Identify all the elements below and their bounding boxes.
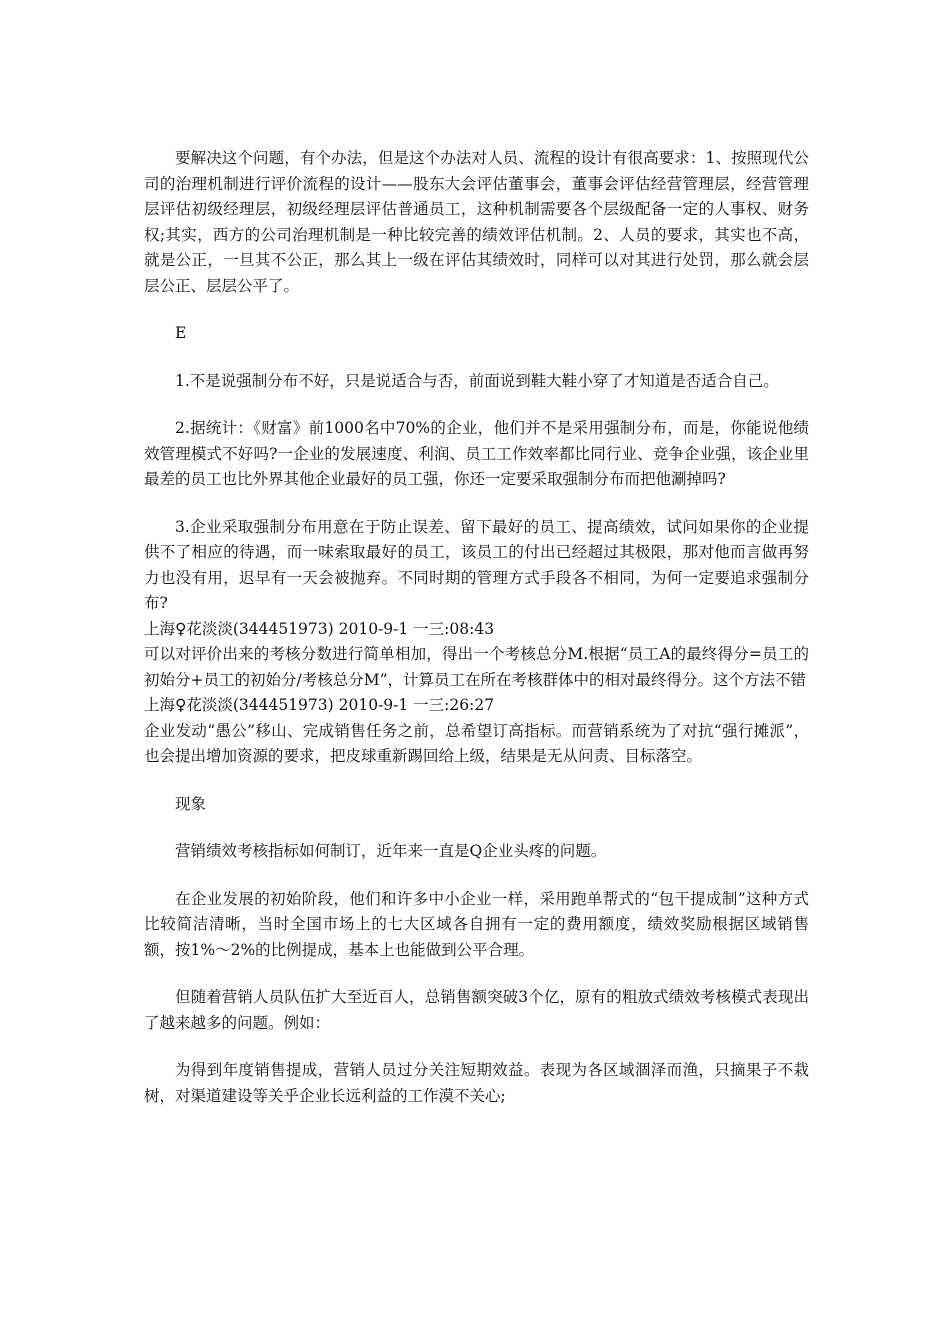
document-body <box>144 146 809 1109</box>
paragraph-problem-intro: 营销绩效考核指标如何制订，近年来一直是Q企业头疼的问题。 <box>175 842 607 860</box>
chat-author-line-1: 上海♀花淡淡(344451973) 2010-9-1 一三:08:43 <box>144 619 495 638</box>
chat-message-2: 企业发动“愚公”移山、完成销售任务之前，总希望订高指标。而营销系统为了对抗“强行摊派”，也会提出增加资源的要求，把皮球重新踢回给上级，结果是无从问责、目标落空。 <box>144 721 809 765</box>
paragraph-point-2: 2.据统计：《财富》前1000名中70%的企业，他们并不是采用强制分布，而是，你能说他绩效管理模式不好吗?一企业的发展速度、利润、员工工作效率都比同行业、竞争企业强，该企业里最差的员工也比外界其他企业最好的员工强，你还一定要采取强制分布而把他涮掉吗? <box>144 419 809 488</box>
paragraph-initial-stage: 在企业发展的初始阶段，他们和许多中小企业一样，采用跑单帮式的“包干提成制”这种方式比较简洁清晰，当时全国市场上的七大区域各自拥有一定的费用额度，绩效奖励根据区域销售额，按1%～2%的比例提成，基本上也能做到公平合理。 <box>144 889 809 959</box>
paragraph-short-term-focus: 为得到年度销售提成，营销人员过分关注短期效益。表现为各区域涸泽而渔，只摘果子不栽树，对渠道建设等关乎企业长远利益的工作漠不关心; <box>144 1061 809 1105</box>
paragraph-point-3: 3.企业采取强制分布用意在于防止误差、留下最好的员工、提高绩效，试问如果你的企业提供不了相应的待遇，而一味索取最好的员工，该员工的付出已经超过其极限，那对他而言做再努力也没有用，迟早有一天会被抛弃。不同时期的管理方式手段各不相同，为何一定要追求强制分布? <box>144 517 809 612</box>
paragraph-growth-issues: 但随着营销人员队伍扩大至近百人，总销售额突破3个亿，原有的粗放式绩效考核模式表现出了越来越多的问题。例如： <box>144 988 809 1032</box>
chat-message-1: 可以对评价出来的考核分数进行简单相加，得出一个考核总分M.根据“员工A的最终得分=员工的初始分+员工的初始分/考核总分M”，计算员工在所在考核群体中的相对最终得分。这个方法不错 <box>144 645 809 689</box>
section-heading-phenomenon: 现象 <box>175 794 207 813</box>
paragraph-point-1: 1.不是说强制分布不好，只是说适合与否，前面说到鞋大鞋小穿了才知道是否适合自己。 <box>175 371 779 390</box>
section-label-e: E <box>175 324 187 342</box>
chat-author-line-2: 上海♀花淡淡(344451973) 2010-9-1 一三:26:27 <box>144 696 495 714</box>
paragraph-solution: 要解决这个问题，有个办法，但是这个办法对人员、流程的设计有很高要求：1、按照现代公司的治理机制进行评价流程的设计——股东大会评估董事会，董事会评估经营管理层，经营管理层评估初级经理层，初级经理层评估普通员工，这种机制需要各个层级配备一定的人事权、财务权;其实，西方的公司治理机制是一种比较完善的绩效评估机制。2、人员的要求，其实也不高，就是公正，一旦其不公正，那么其上一级在评估其绩效时，同样可以对其进行处罚，那么就会层层公正、层层公平了。 <box>144 149 809 295</box>
